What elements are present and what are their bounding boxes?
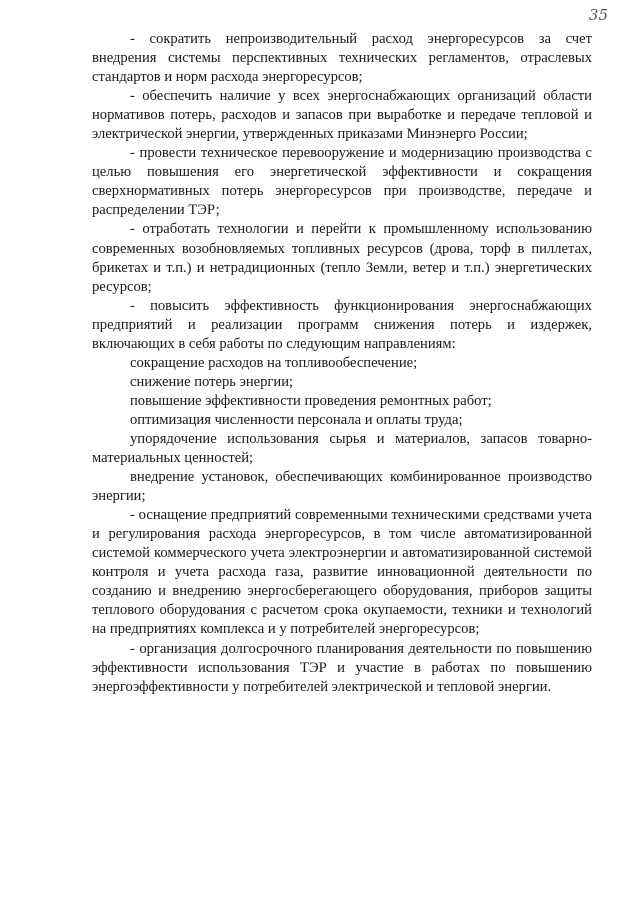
list-item: упорядочение использования сырья и материалов, запасов товарно-материальных ценностей; (92, 430, 592, 467)
paragraph: - сократить непроизводительный расход энергоресурсов за счет внедрения системы перспективных технических регламентов, отраслевых стандартов и норм расхода энергоресурсов; (92, 31, 592, 86)
paragraph: - обеспечить наличие у всех энергоснабжающих организаций области нормативов потерь, расходов и запасов при выработке и передаче тепловой и электрической энергии, утвержденных приказами Минэнерго России; (92, 88, 592, 143)
document-body (92, 30, 592, 697)
page-number: 35 (588, 6, 608, 24)
paragraph: - повысить эффективность функционирования энергоснабжающих предприятий и реализации программ снижения потерь и издержек, включающих в себя работы по следующим направлениям: (92, 297, 592, 352)
list-item: внедрение установок, обеспечивающих комбинированное производство энергии; (92, 469, 592, 505)
list-item: снижение потерь энергии; (130, 373, 294, 390)
list-item: оптимизация численности персонала и оплаты труда; (130, 411, 463, 428)
paragraph: - организация долгосрочного планирования деятельности по повышению эффективности использования ТЭР и участие в работах по повышению энергоэффективности у потребителей электрической и тепловой энергии. (92, 640, 592, 695)
paragraph: - оснащение предприятий современными техническими средствами учета и регулирования расхода энергоресурсов, в том числе автоматизированной системой коммерческого учета электроэнергии и автоматизированной системой контроля и учета расхода газа, развитие инновационной деятельности по созданию и внедрению энергосберегающего оборудования, приборов защиты теплового оборудования с расчетом срока окупаемости, техники и технологий на предприятиях комплекса и у потребителей энергоресурсов; (92, 507, 592, 638)
paragraph: - отработать технологии и перейти к промышленному использованию современных возобновляемых топливных ресурсов (дрова, торф в пиллетах, брикетах и т.п.) и нетрадиционных (тепло Земли, ветер и т.п.) энергетических ресурсов; (92, 221, 592, 295)
paragraph: - провести техническое перевооружение и модернизацию производства с целью повышения его энергетической эффективности и сокращения сверхнормативных потерь энергоресурсов при производстве, передаче и распределении ТЭР; (92, 145, 592, 219)
list-item: сокращение расходов на топливообеспечение; (130, 354, 418, 371)
list-item: повышение эффективности проведения ремонтных работ; (130, 392, 492, 409)
